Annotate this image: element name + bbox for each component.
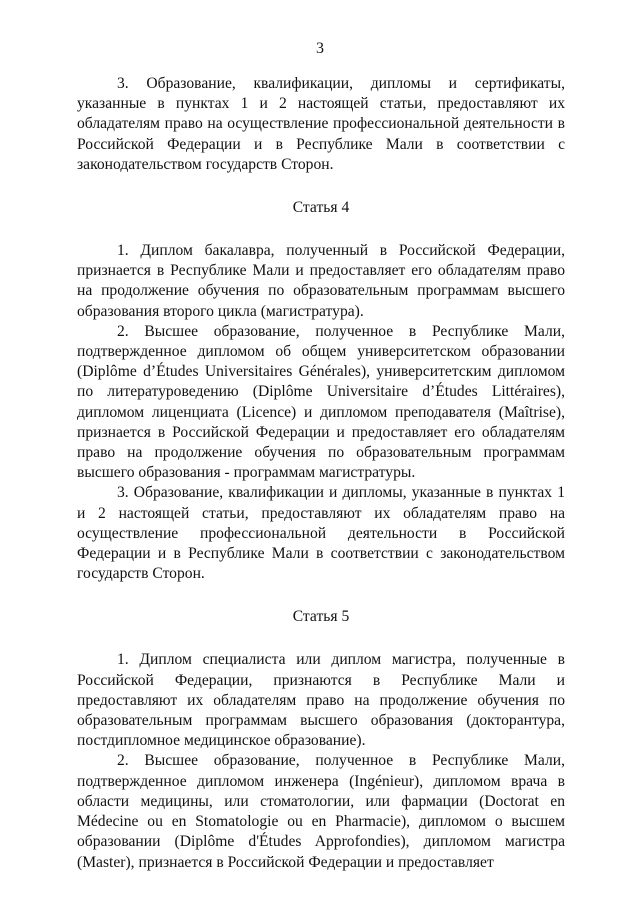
document-body [77, 74, 565, 873]
article4-paragraph-3: 3. Образование, квалификации и дипломы, указанные в пунктах 1 и 2 настоящей статьи, предоставляют их обладателям право на осуществление профессиональной деятельности в Российской Федерации и в Республике Мали в соответствии с законодательством государств Сторон. [77, 484, 565, 583]
article-5-heading: Статья 5 [292, 608, 350, 626]
article5-paragraph-1: 1. Диплом специалиста или диплом магистра, полученные в Российской Федерации, признаются в Республике Мали и предоставляют их обладателям право на продолжение обучения по образовательным программам высшего образования (докторантура, постдипломное медицинское образование). [77, 651, 565, 750]
article5-paragraph-2: 2. Высшее образование, полученное в Республике Мали, подтвержденное дипломом инженера (Ingénieur), дипломом врача в области медицины, или стоматологии, или фармации (Doctorat en Médecine ou en Stomatologie ou en Pharmacie), дипломом о высшем образовании (Diplôme d'Études Approfondies), дипломом магистра (Master), признается в Российской Федерации и предоставляет [77, 752, 565, 871]
article4-paragraph-1: 1. Диплом бакалавра, полученный в Российской Федерации, признается в Республике Мали и предоставляет его обладателям право на продолжение обучения по образовательным программам высшего образования второго цикла (магистратура). [77, 242, 565, 320]
article4-paragraph-2: 2. Высшее образование, полученное в Республике Мали, подтвержденное дипломом об общем университетском образовании (Diplôme d’Études Universitaires Générales), университетским дипломом по литературоведению (Diplôme Universitaire d’Études Littéraires), дипломом лиценциата (Licence) и дипломом преподавателя (Maîtrise), признается в Российской Федерации и предоставляет его обладателям право на продолжение обучения по образовательным программам высшего образования - программам магистратуры. [77, 322, 565, 482]
page-number: 3 [316, 40, 324, 57]
article3-paragraph-3: 3. Образование, квалификации, дипломы и сертификаты, указанные в пунктах 1 и 2 настоящей статьи, предоставляют их обладателям право на осуществление профессиональной деятельности в Российской Федерации и в Республике Мали в соответствии с законодательством государств Сторон. [77, 75, 565, 173]
article-4-heading: Статья 4 [292, 199, 350, 217]
